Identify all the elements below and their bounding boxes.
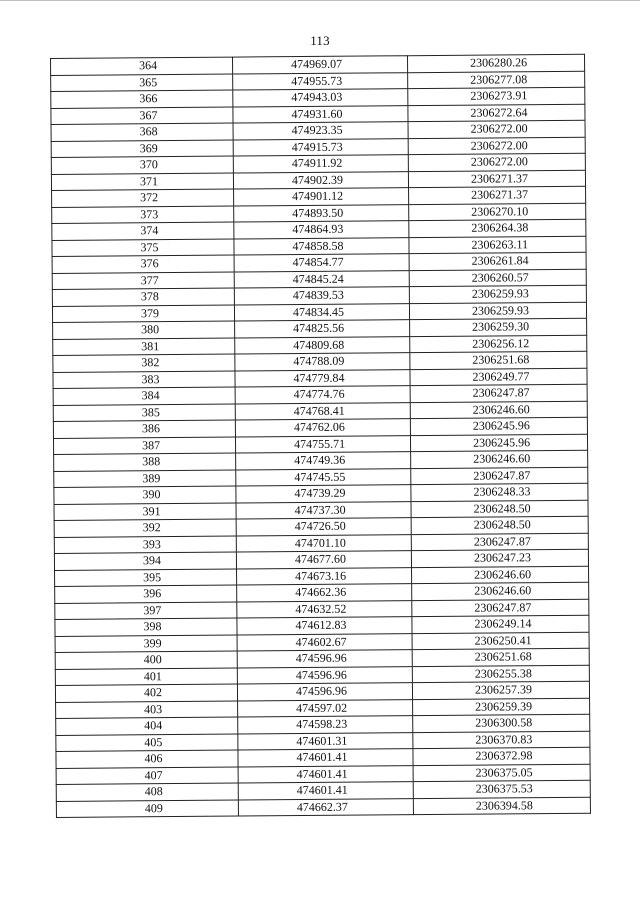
x-coordinate-cell: 474854.77 <box>234 254 409 272</box>
point-number-cell: 408 <box>56 783 238 801</box>
point-number-cell: 399 <box>55 635 237 653</box>
point-number-cell: 375 <box>52 239 234 257</box>
x-coordinate-cell: 474749.36 <box>236 452 411 470</box>
coordinate-table-body <box>51 54 591 817</box>
point-number-cell: 373 <box>52 206 234 224</box>
y-coordinate-cell: 2306272.00 <box>408 137 585 155</box>
x-coordinate-cell: 474931.60 <box>233 105 408 123</box>
point-number-cell: 394 <box>54 552 236 570</box>
point-number-cell: 381 <box>53 338 235 356</box>
coordinate-table-container <box>50 54 591 818</box>
point-number-cell: 387 <box>53 437 235 455</box>
y-coordinate-cell: 2306372.98 <box>413 747 590 765</box>
point-number-cell: 403 <box>56 701 238 719</box>
point-number-cell: 371 <box>51 173 233 191</box>
point-number-cell: 370 <box>51 156 233 174</box>
point-number-cell: 401 <box>55 668 237 686</box>
y-coordinate-cell: 2306247.87 <box>412 599 589 617</box>
x-coordinate-cell: 474774.76 <box>235 386 410 404</box>
y-coordinate-cell: 2306248.50 <box>411 516 588 534</box>
y-coordinate-cell: 2306259.93 <box>409 285 586 303</box>
point-number-cell: 388 <box>54 453 236 471</box>
y-coordinate-cell: 2306248.33 <box>411 483 588 501</box>
x-coordinate-cell: 474901.12 <box>234 188 409 206</box>
y-coordinate-cell: 2306247.87 <box>411 467 588 485</box>
x-coordinate-cell: 474809.68 <box>235 336 410 354</box>
x-coordinate-cell: 474673.16 <box>237 567 412 585</box>
x-coordinate-cell: 474701.10 <box>236 534 411 552</box>
x-coordinate-cell: 474745.55 <box>236 468 411 486</box>
y-coordinate-cell: 2306271.37 <box>408 170 585 188</box>
y-coordinate-cell: 2306261.84 <box>409 252 586 270</box>
y-coordinate-cell: 2306277.08 <box>408 71 585 89</box>
y-coordinate-cell: 2306255.38 <box>412 665 589 683</box>
x-coordinate-cell: 474893.50 <box>234 204 409 222</box>
y-coordinate-cell: 2306273.91 <box>408 87 585 105</box>
y-coordinate-cell: 2306245.96 <box>410 434 587 452</box>
y-coordinate-cell: 2306370.83 <box>413 731 590 749</box>
y-coordinate-cell: 2306249.14 <box>412 615 589 633</box>
x-coordinate-cell: 474612.83 <box>237 617 412 635</box>
y-coordinate-cell: 2306251.68 <box>412 648 589 666</box>
point-number-cell: 364 <box>51 57 233 75</box>
x-coordinate-cell: 474632.52 <box>237 600 412 618</box>
y-coordinate-cell: 2306248.50 <box>411 500 588 518</box>
point-number-cell: 385 <box>53 404 235 422</box>
x-coordinate-cell: 474845.24 <box>234 270 409 288</box>
x-coordinate-cell: 474788.09 <box>235 353 410 371</box>
point-number-cell: 366 <box>51 90 233 108</box>
point-number-cell: 396 <box>55 585 237 603</box>
point-number-cell: 393 <box>54 536 236 554</box>
point-number-cell: 374 <box>52 222 234 240</box>
y-coordinate-cell: 2306247.87 <box>411 533 588 551</box>
point-number-cell: 377 <box>52 272 234 290</box>
y-coordinate-cell: 2306264.38 <box>409 219 586 237</box>
x-coordinate-cell: 474911.92 <box>233 155 408 173</box>
x-coordinate-cell: 474597.02 <box>238 699 413 717</box>
x-coordinate-cell: 474915.73 <box>233 138 408 156</box>
point-number-cell: 376 <box>52 255 234 273</box>
x-coordinate-cell: 474825.56 <box>235 320 410 338</box>
y-coordinate-cell: 2306270.10 <box>409 203 586 221</box>
point-number-cell: 384 <box>53 387 235 405</box>
page-number: 113 <box>310 33 330 48</box>
x-coordinate-cell: 474955.73 <box>233 72 408 90</box>
point-number-cell: 365 <box>51 74 233 92</box>
y-coordinate-cell: 2306250.41 <box>412 632 589 650</box>
y-coordinate-cell: 2306272.00 <box>408 120 585 138</box>
y-coordinate-cell: 2306251.68 <box>410 351 587 369</box>
y-coordinate-cell: 2306246.60 <box>412 582 589 600</box>
x-coordinate-cell: 474858.58 <box>234 237 409 255</box>
table-row <box>56 797 590 818</box>
point-number-cell: 380 <box>53 321 235 339</box>
y-coordinate-cell: 2306271.37 <box>409 186 586 204</box>
x-coordinate-cell: 474768.41 <box>235 402 410 420</box>
x-coordinate-cell: 474839.53 <box>234 287 409 305</box>
point-number-cell: 379 <box>52 305 234 323</box>
y-coordinate-cell: 2306246.60 <box>411 450 588 468</box>
x-coordinate-cell: 474969.07 <box>232 56 407 74</box>
y-coordinate-cell: 2306272.00 <box>408 153 585 171</box>
y-coordinate-cell: 2306259.30 <box>410 318 587 336</box>
x-coordinate-cell: 474598.23 <box>238 716 413 734</box>
point-number-cell: 402 <box>55 684 237 702</box>
point-number-cell: 395 <box>55 569 237 587</box>
x-coordinate-cell: 474677.60 <box>236 551 411 569</box>
y-coordinate-cell: 2306247.87 <box>410 384 587 402</box>
y-coordinate-cell: 2306375.53 <box>413 780 590 798</box>
x-coordinate-cell: 474726.50 <box>236 518 411 536</box>
point-number-cell: 409 <box>56 800 238 818</box>
coordinate-table <box>50 54 591 818</box>
x-coordinate-cell: 474864.93 <box>234 221 409 239</box>
y-coordinate-cell: 2306263.11 <box>409 236 586 254</box>
x-coordinate-cell: 474923.35 <box>233 122 408 140</box>
x-coordinate-cell: 474662.36 <box>237 584 412 602</box>
x-coordinate-cell: 474834.45 <box>234 303 409 321</box>
x-coordinate-cell: 474601.31 <box>238 732 413 750</box>
y-coordinate-cell: 2306245.96 <box>410 417 587 435</box>
point-number-cell: 407 <box>56 767 238 785</box>
point-number-cell: 383 <box>53 371 235 389</box>
y-coordinate-cell: 2306246.60 <box>410 401 587 419</box>
point-number-cell: 397 <box>55 602 237 620</box>
y-coordinate-cell: 2306300.58 <box>413 714 590 732</box>
x-coordinate-cell: 474596.96 <box>237 666 412 684</box>
point-number-cell: 386 <box>53 420 235 438</box>
point-number-cell: 406 <box>56 750 238 768</box>
y-coordinate-cell: 2306272.64 <box>408 104 585 122</box>
x-coordinate-cell: 474739.29 <box>236 485 411 503</box>
y-coordinate-cell: 2306259.93 <box>409 302 586 320</box>
x-coordinate-cell: 474601.41 <box>238 749 413 767</box>
y-coordinate-cell: 2306394.58 <box>413 797 590 815</box>
point-number-cell: 392 <box>54 519 236 537</box>
x-coordinate-cell: 474596.96 <box>237 683 412 701</box>
x-coordinate-cell: 474602.67 <box>237 633 412 651</box>
point-number-cell: 398 <box>55 618 237 636</box>
y-coordinate-cell: 2306375.05 <box>413 764 590 782</box>
x-coordinate-cell: 474662.37 <box>238 798 413 816</box>
point-number-cell: 391 <box>54 503 236 521</box>
x-coordinate-cell: 474943.03 <box>233 89 408 107</box>
x-coordinate-cell: 474737.30 <box>236 501 411 519</box>
x-coordinate-cell: 474601.41 <box>238 765 413 783</box>
x-coordinate-cell: 474601.41 <box>238 782 413 800</box>
point-number-cell: 389 <box>54 470 236 488</box>
point-number-cell: 382 <box>53 354 235 372</box>
point-number-cell: 405 <box>56 734 238 752</box>
y-coordinate-cell: 2306256.12 <box>410 335 587 353</box>
point-number-cell: 390 <box>54 486 236 504</box>
x-coordinate-cell: 474762.06 <box>235 419 410 437</box>
y-coordinate-cell: 2306259.39 <box>413 698 590 716</box>
point-number-cell: 378 <box>52 288 234 306</box>
point-number-cell: 372 <box>52 189 234 207</box>
point-number-cell: 368 <box>51 123 233 141</box>
point-number-cell: 367 <box>51 107 233 125</box>
x-coordinate-cell: 474755.71 <box>235 435 410 453</box>
x-coordinate-cell: 474902.39 <box>233 171 408 189</box>
y-coordinate-cell: 2306246.60 <box>412 566 589 584</box>
y-coordinate-cell: 2306249.77 <box>410 368 587 386</box>
y-coordinate-cell: 2306257.39 <box>412 681 589 699</box>
point-number-cell: 404 <box>56 717 238 735</box>
point-number-cell: 369 <box>51 140 233 158</box>
x-coordinate-cell: 474779.84 <box>235 369 410 387</box>
y-coordinate-cell: 2306280.26 <box>407 54 584 72</box>
top-edge-line <box>0 0 640 1</box>
y-coordinate-cell: 2306247.23 <box>411 549 588 567</box>
point-number-cell: 400 <box>55 651 237 669</box>
x-coordinate-cell: 474596.96 <box>237 650 412 668</box>
y-coordinate-cell: 2306260.57 <box>409 269 586 287</box>
